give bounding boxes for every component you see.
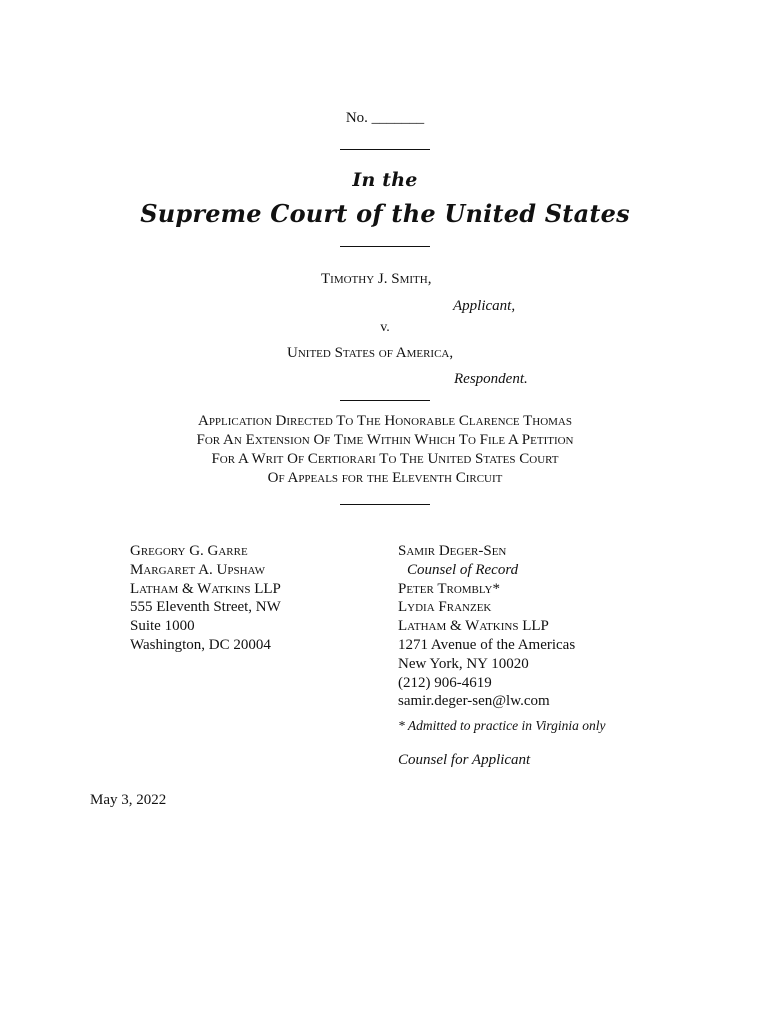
address-line: Suite 1000 — [130, 618, 195, 635]
right-counsel-block — [398, 542, 575, 711]
docket-number: No. _______ — [345, 110, 425, 126]
application-title-line: Application Directed To The Honorable Clarence Thomas — [197, 413, 572, 429]
application-title — [0, 412, 770, 488]
footnote: * Admitted to practice in Virginia only — [398, 718, 606, 733]
court-heading-line1: In the — [352, 169, 418, 191]
counsel-name: Peter Trombly* — [398, 580, 500, 597]
counsel-name: Lydia Franzek — [398, 599, 492, 616]
application-title-line: For A Writ Of Certiorari To The United States Court — [211, 451, 559, 467]
email-address: samir.deger-sen@lw.com — [398, 693, 550, 710]
firm-name: Latham & Watkins LLP — [130, 580, 281, 597]
divider-2 — [340, 246, 430, 247]
phone-number: (212) 906-4619 — [398, 674, 492, 691]
divider-3 — [340, 400, 430, 401]
counsel-of-record-name: Samir Deger-Sen — [398, 543, 507, 559]
address-line: 555 Eleventh Street, NW — [130, 599, 281, 616]
address-line: 1271 Avenue of the Americas — [398, 636, 576, 653]
address-line: Washington, DC 20004 — [130, 636, 271, 653]
court-heading-line2: Supreme Court of the United States — [140, 199, 630, 228]
applicant-name: Timothy J. Smith, — [321, 271, 432, 287]
divider-4 — [340, 504, 430, 505]
left-counsel-block — [130, 542, 281, 655]
divider-1 — [340, 149, 430, 150]
application-title-line: Of Appeals for the Eleventh Circuit — [267, 470, 503, 486]
firm-name: Latham & Watkins LLP — [398, 618, 549, 635]
versus: v. — [380, 320, 390, 335]
respondent-role: Respondent. — [454, 371, 528, 387]
counsel-name: Margaret A. Upshaw — [130, 561, 265, 578]
respondent-name: United States of America, — [287, 345, 454, 361]
application-title-line: For An Extension Of Time Within Which To File A Petition — [196, 432, 574, 448]
filing-date: May 3, 2022 — [90, 792, 167, 808]
counsel-of-record-role: Counsel of Record — [407, 561, 519, 578]
address-line: New York, NY 10020 — [398, 655, 529, 672]
applicant-role: Applicant, — [453, 298, 516, 314]
counsel-for: Counsel for Applicant — [398, 752, 531, 768]
counsel-name: Gregory G. Garre — [130, 543, 248, 559]
